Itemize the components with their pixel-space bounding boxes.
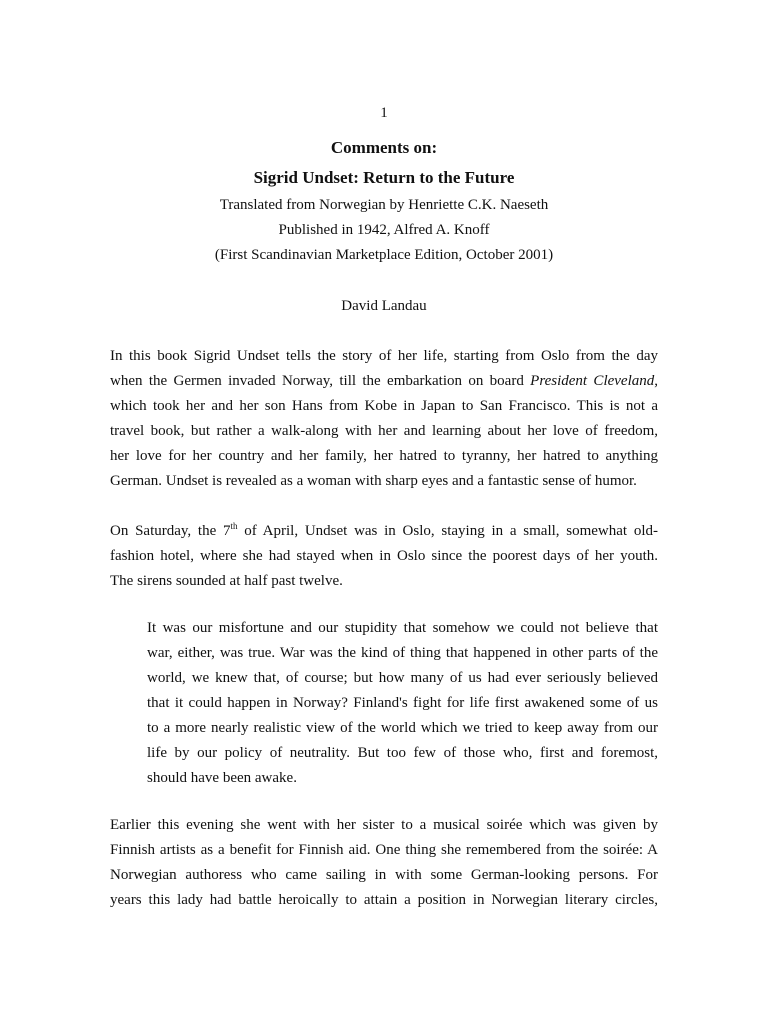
- text-line: [110, 519, 658, 544]
- text-line: should have been awake.: [147, 770, 297, 786]
- text-line: Norwegian authoress who came sailing in with some German-looking persons. For: [110, 867, 658, 883]
- text-line: travel book, but rather a walk-along with her and learning about her love of freedom,: [110, 423, 658, 439]
- text-line: German. Undset is revealed as a woman with sharp eyes and a fantastic sense of humor.: [110, 473, 637, 489]
- text-span: On Saturday, the 7: [110, 523, 231, 539]
- text-line: [110, 369, 658, 394]
- text-line: Earlier this evening she went with her sister to a musical soirée which was given by: [110, 817, 658, 833]
- publication-line: Published in 1942, Alfred A. Knoff: [278, 222, 490, 238]
- text-line: war, either, was true. War was the kind of thing that happened in other parts of the: [147, 645, 658, 661]
- paragraph-3: [110, 813, 658, 913]
- text-span: of April, Undset was in Oslo, staying in a small, somewhat old-: [237, 523, 658, 539]
- block-quote: [147, 616, 658, 791]
- text-line: her love for her country and her family, her hatred to tyranny, her hatred to anything: [110, 448, 658, 464]
- text-line: world, we knew that, of course; but how many of us had ever seriously believed: [147, 670, 658, 686]
- text-line: fashion hotel, where she had stayed when in Oslo since the poorest days of her youth.: [110, 548, 658, 564]
- text-span: when the Germen invaded Norway, till the embarkation on board: [110, 373, 531, 389]
- author-name: David Landau: [341, 298, 427, 314]
- text-line: Finnish artists as a benefit for Finnish aid. One thing she remembered from the soirée: A: [110, 842, 658, 858]
- paragraph-2: [110, 519, 658, 594]
- text-line: years this lady had battle heroically to attain a position in Norwegian literary circles,: [110, 892, 658, 908]
- ship-name: President Cleveland: [530, 373, 655, 389]
- title-line-1: Comments on:: [330, 138, 438, 157]
- text-line: that it could happen in Norway? Finland's fight for life first awakened some of us: [147, 695, 658, 711]
- text-line: The sirens sounded at half past twelve.: [110, 573, 343, 589]
- paragraph-1: [110, 344, 658, 494]
- text-span: ,: [654, 373, 658, 389]
- text-line: life by our policy of neutrality. But too few of those who, first and foremost,: [147, 745, 658, 761]
- text-line: to a more nearly realistic view of the world which we tried to keep away from our: [147, 720, 658, 736]
- edition-line: (First Scandinavian Marketplace Edition, October 2001): [214, 247, 554, 263]
- text-line: It was our misfortune and our stupidity that somehow we could not believe that: [147, 620, 658, 636]
- text-line: which took her and her son Hans from Kobe in Japan to San Francisco. This is not a: [110, 398, 658, 414]
- text-line: In this book Sigrid Undset tells the story of her life, starting from Oslo from the day: [110, 348, 658, 364]
- ordinal-suffix: th: [230, 521, 238, 531]
- page-number: 1: [380, 105, 388, 121]
- title-line-2: Sigrid Undset: Return to the Future: [253, 168, 515, 187]
- translator-line: Translated from Norwegian by Henriette C.K. Naeseth: [219, 197, 549, 213]
